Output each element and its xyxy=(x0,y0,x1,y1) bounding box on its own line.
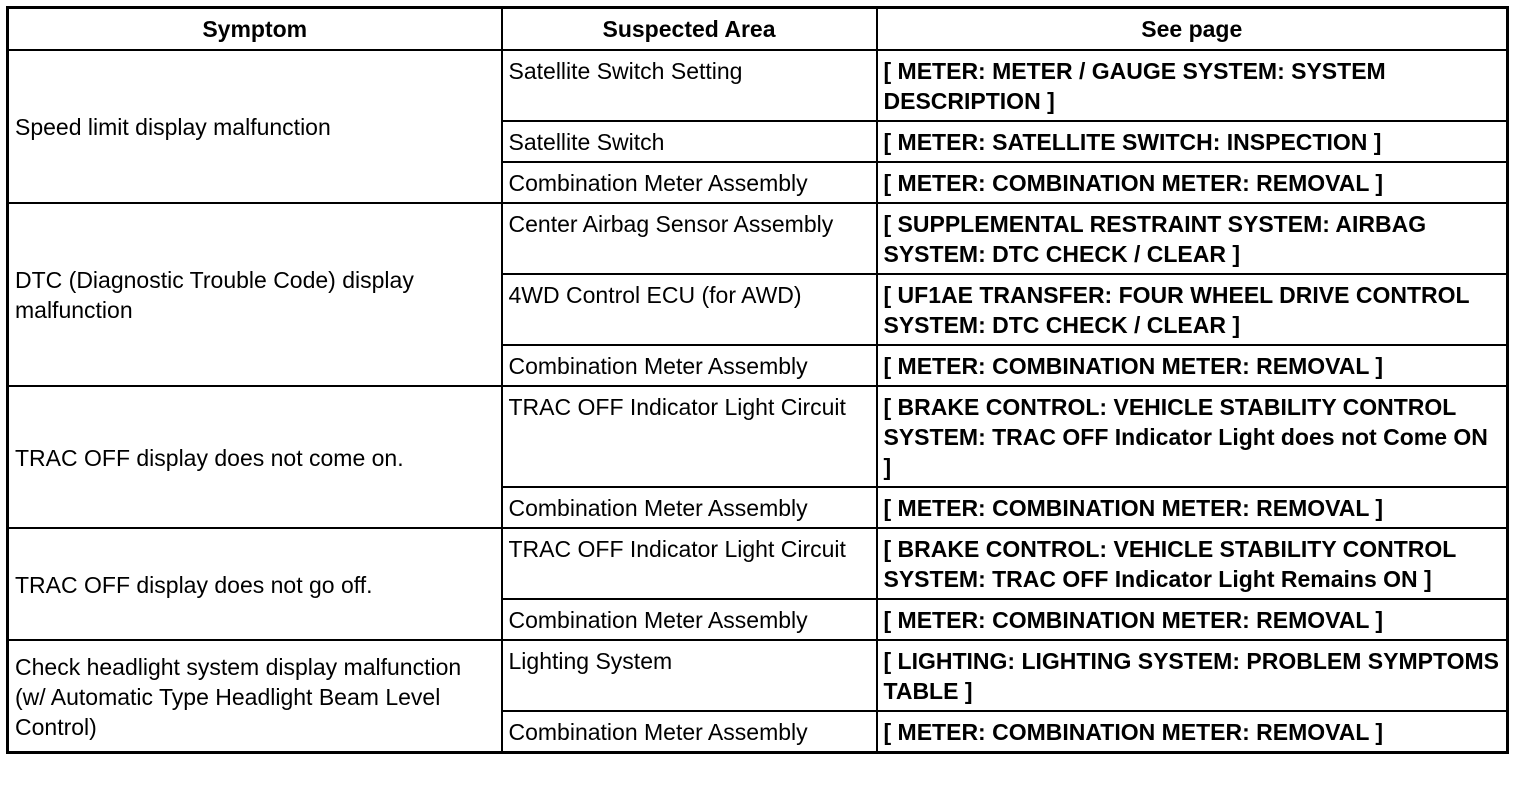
symptom-cell: TRAC OFF display does not come on. xyxy=(8,386,502,528)
suspected-area-cell: Center Airbag Sensor Assembly xyxy=(502,203,877,274)
table-row xyxy=(8,203,1508,274)
suspected-area-cell: Combination Meter Assembly xyxy=(502,711,877,753)
see-page-link[interactable]: [ METER: COMBINATION METER: REMOVAL ] xyxy=(877,711,1508,753)
suspected-area-cell: Combination Meter Assembly xyxy=(502,345,877,386)
header-see-page: See page xyxy=(877,8,1508,51)
see-page-link[interactable]: [ METER: COMBINATION METER: REMOVAL ] xyxy=(877,487,1508,528)
suspected-area-cell: TRAC OFF Indicator Light Circuit xyxy=(502,528,877,599)
header-symptom: Symptom xyxy=(8,8,502,51)
see-page-link[interactable]: [ LIGHTING: LIGHTING SYSTEM: PROBLEM SYMPTOMS TABLE ] xyxy=(877,640,1508,711)
suspected-area-cell: Combination Meter Assembly xyxy=(502,162,877,203)
see-page-link[interactable]: [ SUPPLEMENTAL RESTRAINT SYSTEM: AIRBAG SYSTEM: DTC CHECK / CLEAR ] xyxy=(877,203,1508,274)
suspected-area-cell: Lighting System xyxy=(502,640,877,711)
see-page-link[interactable]: [ METER: COMBINATION METER: REMOVAL ] xyxy=(877,345,1508,386)
header-row xyxy=(8,8,1508,51)
see-page-link[interactable]: [ BRAKE CONTROL: VEHICLE STABILITY CONTROL SYSTEM: TRAC OFF Indicator Light does not Come ON ] xyxy=(877,386,1508,487)
symptom-cell: DTC (Diagnostic Trouble Code) display malfunction xyxy=(8,203,502,386)
table-row xyxy=(8,50,1508,121)
problem-symptoms-table xyxy=(6,6,1509,754)
table-row xyxy=(8,386,1508,487)
see-page-link[interactable]: [ METER: METER / GAUGE SYSTEM: SYSTEM DESCRIPTION ] xyxy=(877,50,1508,121)
see-page-link[interactable]: [ METER: COMBINATION METER: REMOVAL ] xyxy=(877,162,1508,203)
suspected-area-cell: Satellite Switch xyxy=(502,121,877,162)
symptom-cell: TRAC OFF display does not go off. xyxy=(8,528,502,640)
symptom-cell: Speed limit display malfunction xyxy=(8,50,502,203)
see-page-link[interactable]: [ METER: COMBINATION METER: REMOVAL ] xyxy=(877,599,1508,640)
suspected-area-cell: Combination Meter Assembly xyxy=(502,599,877,640)
table-row xyxy=(8,528,1508,599)
suspected-area-cell: Combination Meter Assembly xyxy=(502,487,877,528)
table-row xyxy=(8,640,1508,711)
header-suspected-area: Suspected Area xyxy=(502,8,877,51)
suspected-area-cell: Satellite Switch Setting xyxy=(502,50,877,121)
see-page-link[interactable]: [ UF1AE TRANSFER: FOUR WHEEL DRIVE CONTROL SYSTEM: DTC CHECK / CLEAR ] xyxy=(877,274,1508,345)
symptom-cell: Check headlight system display malfunction (w/ Automatic Type Headlight Beam Level Control) xyxy=(8,640,502,753)
see-page-link[interactable]: [ BRAKE CONTROL: VEHICLE STABILITY CONTROL SYSTEM: TRAC OFF Indicator Light Remains ON ] xyxy=(877,528,1508,599)
see-page-link[interactable]: [ METER: SATELLITE SWITCH: INSPECTION ] xyxy=(877,121,1508,162)
suspected-area-cell: 4WD Control ECU (for AWD) xyxy=(502,274,877,345)
suspected-area-cell: TRAC OFF Indicator Light Circuit xyxy=(502,386,877,487)
